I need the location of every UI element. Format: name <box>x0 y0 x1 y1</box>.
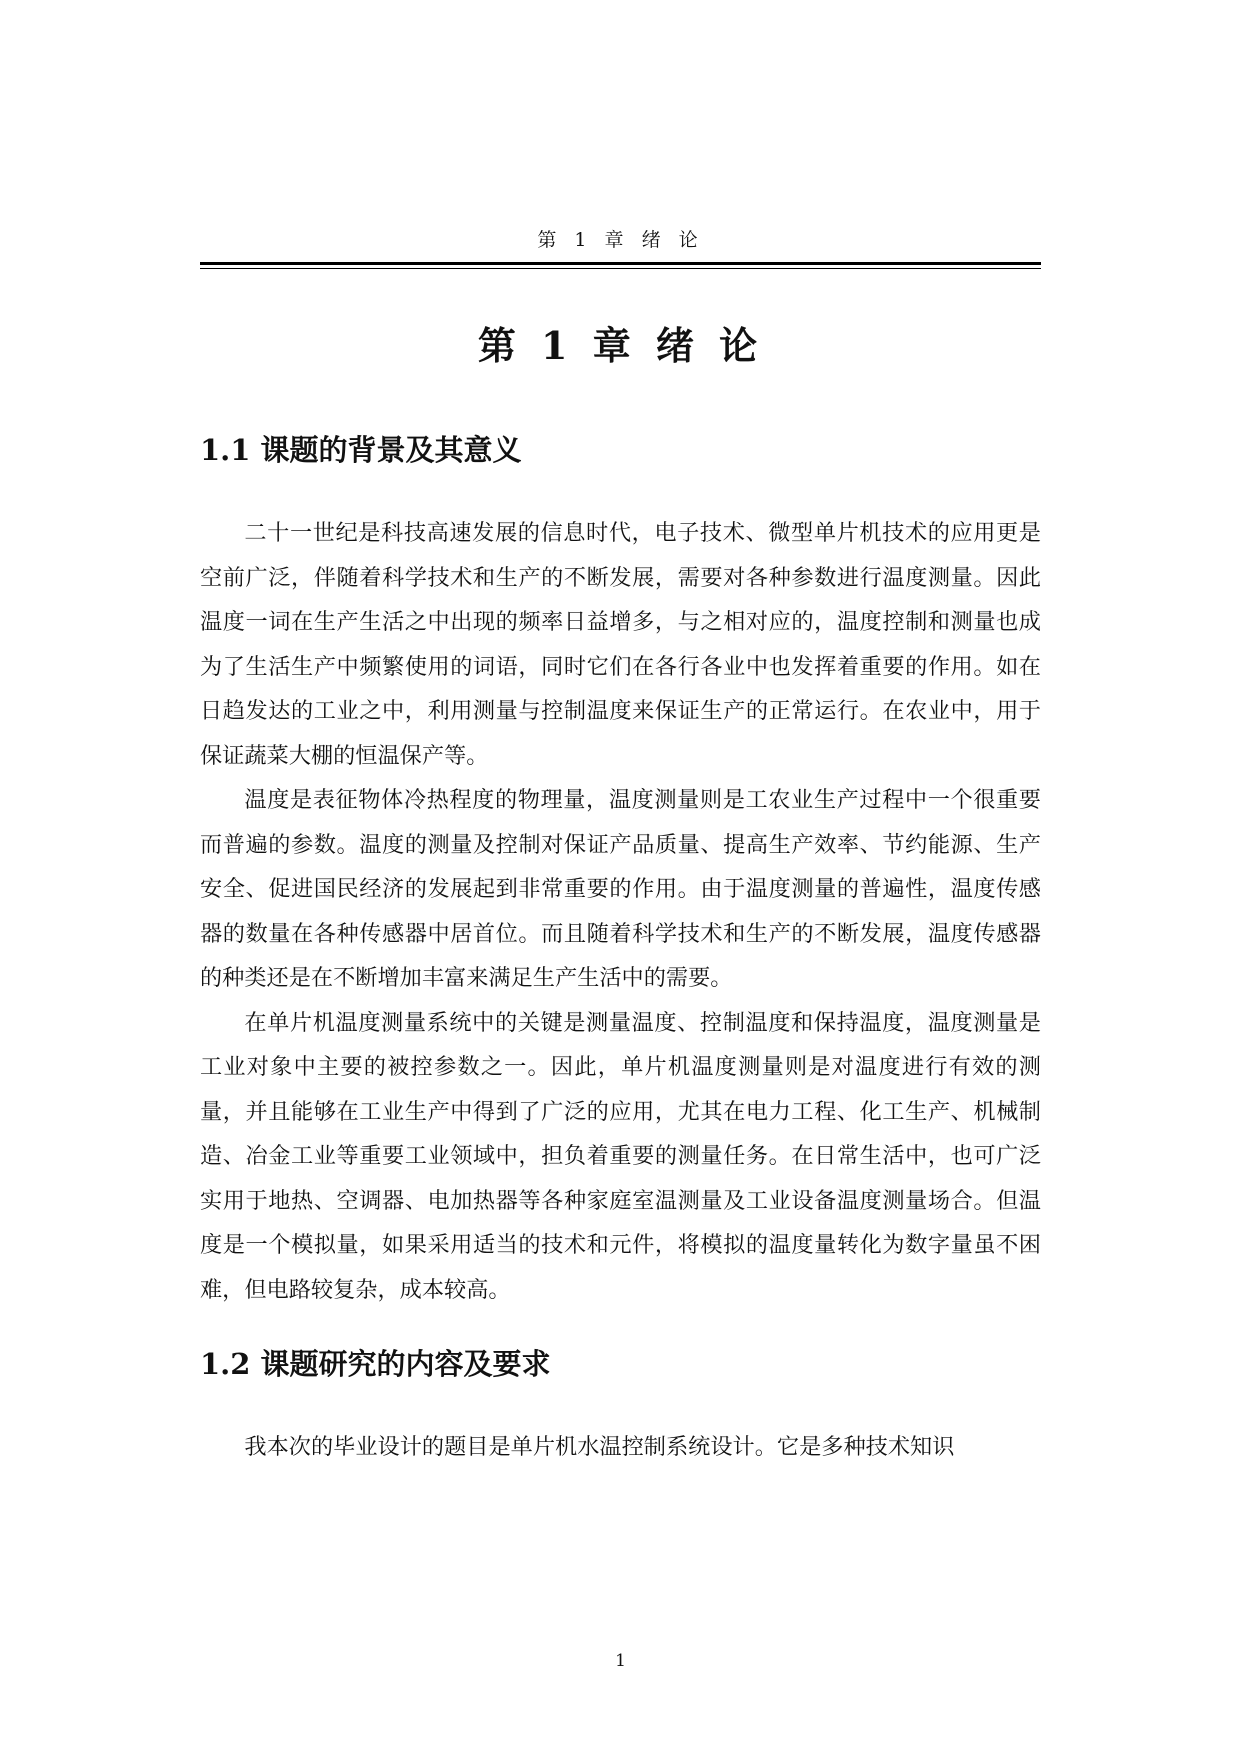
paragraph: 我本次的毕业设计的题目是单片机水温控制系统设计。它是多种技术知识 <box>244 1434 955 1460</box>
section-heading-1-2: 1.2 课题研究的内容及要求 <box>200 1347 551 1381</box>
paragraph: 二十一世纪是科技高速发展的信息时代，电子技术、微型单片机技术的应用更是空前广泛，伴随着科学技术和生产的不断发展，需要对各种参数进行温度测量。因此温度一词在生产生活之中出现的频率日益增多，与之相对应的，温度控制和测量也成为了生活生产中频繁使用的词语，同时它们在各行各业中也发挥着重要的作用。如在日趋发达的工业之中，利用测量与控制温度来保证生产的正常运行。在农业中，用于保证蔬菜大棚的恒温保产等。 <box>200 520 1041 769</box>
chapter-title: 第 1 章 绪 论 <box>477 323 764 368</box>
header-rule-thick <box>200 262 1041 265</box>
paragraph: 在单片机温度测量系统中的关键是测量温度、控制温度和保持温度，温度测量是工业对象中主要的被控参数之一。因此，单片机温度测量则是对温度进行有效的测量，并且能够在工业生产中得到了广泛的应用，尤其在电力工程、化工生产、机械制造、冶金工业等重要工业领域中，担负着重要的测量任务。在日常生活中，也可广泛实用于地热、空调器、电加热器等各种家庭室温测量及工业设备温度测量场合。但温度是一个模拟量，如果采用适当的技术和元件，将模拟的温度量转化为数字量虽不困难，但电路较复杂，成本较高。 <box>200 1009 1041 1303</box>
paragraph: 温度是表征物体冷热程度的物理量，温度测量则是工农业生产过程中一个很重要而普遍的参数。温度的测量及控制对保证产品质量、提高生产效率、节约能源、生产安全、促进国民经济的发展起到非常重要的作用。由于温度测量的普遍性，温度传感器的数量在各种传感器中居首位。而且随着科学技术和生产的不断发展，温度传感器的种类还是在不断增加丰富来满足生产生活中的需要。 <box>200 787 1041 991</box>
section-heading-1-1: 1.1 课题的背景及其意义 <box>200 433 522 467</box>
header-rule-thin <box>200 268 1041 269</box>
running-header: 第 1 章 绪 论 <box>537 229 704 251</box>
section-1-2-body <box>200 1425 1041 1470</box>
section-1-1-body <box>200 511 1041 1312</box>
page-number: 1 <box>615 1651 626 1671</box>
